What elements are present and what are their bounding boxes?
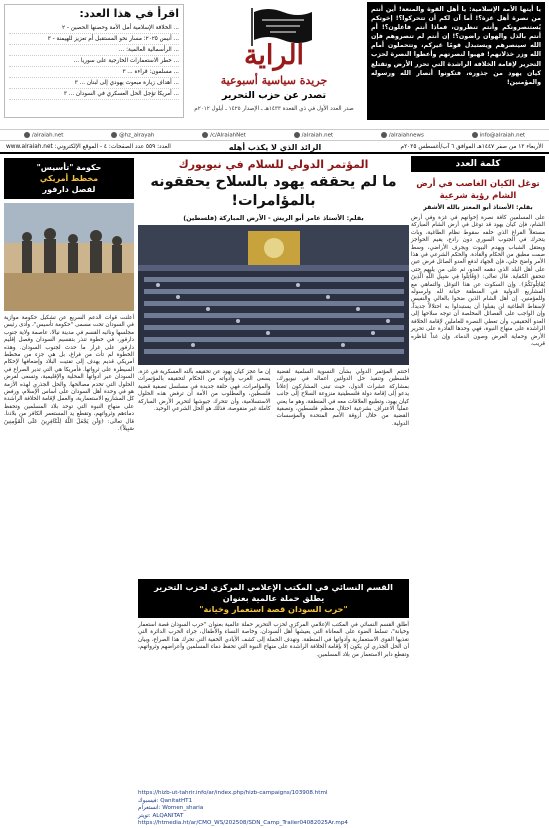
issue-item[interactable]: ... أهداف زيارة مبعوث يهودي إلى لبنان ... ٣ [9, 78, 179, 89]
sudan-title-line-2: مخطط أمريكي [39, 174, 99, 183]
newspaper-logo[interactable] [188, 2, 360, 124]
issue-date: الأربعاء ١٢ من صفر ١٤٤٧هـ الموافق ٦ آب/أغسطس ٢٠٢٥م [400, 144, 543, 150]
sudan-title-line-1: حكومة "تأسيس" [36, 163, 102, 172]
headline-box [367, 2, 545, 120]
slogan: الرائد الذي لا يكذب أهله [228, 143, 322, 152]
email-icon [472, 132, 478, 138]
main-article-title[interactable]: ما لم يحققه يهود بالسلاح يحققونه بالمؤامرات! [150, 174, 397, 209]
masthead [0, 0, 549, 128]
main-article-body-a: اختتم المؤتمر الدولي بشأن التسوية السلمية لقضية فلسطين وتنفيذ حل الدولتين أعماله في نيويورك، بمشاركة عشرات الدول، حيث تبنى المشاركون إعلاناً يدعو إلى إقامة دولة فلسطينية منزوعة السلاح إلى جانب كيان يهود، وتطبيع العلاقات معه في المنطقة، وهو ما يعني عملياً الاعتراف بشرعية احتلال معظم فلسطين، وتصفية القضية من خلال أروقة الأمم المتحدة والمؤسسات الدولية. [276, 369, 409, 427]
campaign-link[interactable]: انستغرام: Women_sharia [138, 805, 204, 812]
email-link[interactable]: info@alraiah.net [472, 132, 526, 139]
youtube-link[interactable]: /c/AlraiahNet [202, 132, 246, 139]
social-links-bar [0, 129, 549, 141]
issue-item[interactable]: ... أمريكا تؤجل الحل العسكري في السودان ... ٣ [9, 89, 179, 100]
sudan-article-body: أعلنت قوات الدعم السريع عن تشكيل حكومة موازية في السودان تحت مسمى "حكومة تأسيس"، وأدى رئيس مجلسها ونائبه القسم في مدينة نيالا، عاصمة ولاية جنوب دارفور، في خطوة تنذر بتقسيم السودان وفصل إقليم دارفور على غرار ما حدث لجنوب السودان. وهذه الخطوة لم تأت من فراغ، بل هي جزء من مخطط أمريكي قديم يهدف إلى تفتيت البلاد وإضعافها لإحكام السيطرة على ثرواتها. فأمريكا هي التي تدير الصراع في السودان عبر أدواتها المحلية والإقليمية، وتسعى لفرض الحلول التي تخدم مصالحها. والحل الجذري لهذه الأزمة هو في وحدة أهل السودان على أساس الإسلام، ورفض كل المشاريع الاستعمارية، والعمل لإقامة الخلافة الراشدة على منهاج النبوة التي توحد بلاد المسلمين وتحفظ دماءهم وثرواتهم، وتقطع يد المستعمر الكافر من بلادنا. قال تعالى: ﴿وَلَن يَجْعَلَ اللَّهُ لِلْكَافِرِينَ عَلَى الْمُؤْمِنِينَ سَبِيلاً﴾. [4, 315, 134, 433]
campaign-links [138, 790, 409, 828]
un-assembly-photo [138, 225, 409, 365]
sudan-article-column [4, 156, 134, 790]
main-article-column [138, 156, 409, 827]
campaign-link[interactable]: https://htmedia.ht/ar/CMO_WS/202508/SDN_Camp_Trailer04082025Ar.mp4 [138, 820, 348, 827]
logo-title: الراية [243, 40, 305, 71]
facebook-link[interactable]: /alraiah.net [24, 132, 64, 139]
youtube-icon [202, 132, 208, 138]
issue-item[interactable]: ... أنيس ٢٠٢٥: مسار نحو المستقبل أم تعزيز للهيمنة - ٣ [9, 34, 179, 45]
logo-subtitle: جريدة سياسية أسبوعية [220, 74, 328, 87]
campaign-band-title[interactable]: القسم النسائي في المكتب الإعلامي المركزي لحزب التحرير يطلق حملة عالمية بعنوان [154, 582, 393, 603]
twitter-icon [111, 132, 117, 138]
editorial-band: كلمة العدد [411, 156, 545, 172]
main-article-author: بقلم: الأستاذ عامر أبو الريش - الأرض المباركة (فلسطين) [183, 214, 364, 222]
issue-item[interactable]: ... مسلمون: قراءة ... ٣ [9, 67, 179, 78]
main-article-kicker: المؤتمر الدولي للسلام في نيويورك [178, 158, 369, 171]
editorial-title[interactable]: توغل الكيان الغاصب في أرض الشام رؤية شرعية [416, 179, 540, 201]
sudan-article-band[interactable] [4, 158, 134, 199]
issue-item[interactable]: ... الرأسمالية العالمية: ... [9, 45, 179, 56]
twitter-link[interactable]: @hz_alrayah [111, 132, 154, 139]
editorial-author: بقلم: الأستاذ أبو المعتز بالله الأشقر [423, 204, 533, 211]
issue-item[interactable]: ... الخلافة الإسلامية أمل الأمة وحصنها الحصين - ٢ [9, 23, 179, 34]
campaign-band [138, 579, 409, 618]
campaign-link[interactable]: https://hizb-ut-tahrir.info/ar/index.php/hizb-campaigns/103908.html [138, 790, 328, 796]
issue-item[interactable]: ... خطر الاستعمارات الخارجية على سوريا ... [9, 56, 179, 67]
publisher-line: تصدر عن حزب التحرير [221, 90, 327, 101]
telegram-icon [381, 132, 387, 138]
campaign-link[interactable]: تويتر: ALQANITAT [138, 812, 184, 819]
campaign-link[interactable]: فيسبوك: QanitatHT1 [138, 797, 193, 804]
main-article-body-b: إن ما عجز كيان يهود عن تحقيقه بآلته العسكرية في غزة، يسعى الغرب وأدواته من الحكام لتحقيقه بالمؤتمرات والمؤامرات، فهي حلقة جديدة في مسلسل تصفية قضية فلسطين، والمطلوب من الأمة أن ترفض هذه الحلول الاستسلامية، وأن تتحرك جيوشها لتحرير الأرض المباركة كاملة غير منقوصة، فذلك هو الحل الشرعي الوحيد. [138, 369, 271, 413]
issue-number: العدد: ٥٥٩ عدد الصفحات: ٤ - الموقع الإلكتروني: www.alraiah.net [6, 144, 171, 150]
facebook-icon [24, 132, 30, 138]
telegram-link[interactable]: /alraiahnews [381, 132, 424, 139]
sudan-photo [4, 203, 134, 311]
instagram-link[interactable]: /alraiah.net [294, 132, 334, 139]
issue-meta: صدر العدد الأول في ذي القعدة ١٤٣٣هـ ـ الإصدار ١٤٢٥ ـ أيلول ٢٠١٢م [194, 106, 354, 112]
sudan-title-line-3: لفصل دارفور [42, 185, 96, 194]
in-this-issue-heading: اقرأ في هذا العدد: [79, 7, 179, 20]
instagram-icon [294, 132, 300, 138]
campaign-body: أطلق القسم النسائي في المكتب الإعلامي المركزي لحزب التحرير حملة عالمية بعنوان "حرب السودان قصة استعمار وخيانة"، تسلط الضوء على المعاناة التي يعيشها أهل السودان، وخاصة النساء والأطفال، جراء الحرب الدائرة التي تغذيها القوى الاستعمارية وأدواتها في المنطقة. وتهدف الحملة إلى كشف الأيادي الخفية التي تحرك هذا الصراع، وبيان أن الحل الجذري لن يكون إلا بإقامة الخلافة الراشدة على منهاج النبوة التي تحفظ دماء المسلمين وأعراضهم وثرواتهم، وتقطع دابر الاستعمار من بلاد المسلمين. [138, 622, 409, 658]
in-this-issue-box [4, 4, 184, 118]
headline-text: يا أيتها الأمة الإسلامية: يا أهل القوة والمنعة! أين أنتم من نصرة أهل غزة؟! أما آن لكم أن تتحركوا؟! إخوتكم يُستنصرونكم وأنتم تنظرون، فماذا أنتم فاعلون؟! أم أنتم بالذل والهوان راضون؟! إن أنتم لم تنصروهم فإن الله سينصرهم ويستبدل قومًا غيركم، وتتحملون أمام الله وزر خذلانهم! فهبوا لنصرتهم وأعطوا النصرة لحزب التحرير لإقامة الخلافة الراشدة التي تحرر الأرض وتقتلع كيان يهود من جذوره، فتكونوا أنصار الله ورسوله والمؤمنين! [371, 6, 541, 86]
info-bar [0, 142, 549, 154]
editorial-body: على المسلمين كافة نصرة إخوانهم في غزة وفي أرض الشام، فإن كيان يهود قد توغل في أرض الشام المباركة مستغلاً الفراغ الذي خلفه سقوط نظام الطاغية، وبات يتحرك في الجنوب السوري دون رادع، يقيم الحواجز ويعتقل الشباب ويهدم البيوت ويجرف الأراضي، وسط صمت مطبق من الحكام والقادة. والحكم الشرعي في هذا الأمر واضح جلي، فإن الجهاد لدفع العدو الصائل فرض عين على أهل البلد الذي دهمه العدو، ثم على من يليهم حتى تتحقق الكفاية. قال تعالى: ﴿وَقَاتِلُوا فِي سَبِيلِ اللَّهِ الَّذِينَ يُقَاتِلُونَكُمْ﴾. وإن السكوت عن هذا التوغل والتماهي مع المشاريع الدولية في المنطقة خيانة لله ولرسوله وللمؤمنين. إن أهل الشام الذين ضحوا بالغالي والنفيس لإسقاط الطاغية لن يقبلوا أن يستبدلوا به احتلالاً جديداً، وإن الواجب على الفصائل المخلصة أن توجه سلاحها إلى العدو الحقيقي، وأن تعطي النصرة للعاملين لإقامة الخلافة الراشدة على منهاج النبوة، فهي وحدها القادرة على تحرير الأرض وحماية العرض وصون الدماء، وإن غداً لناظره قريب. [411, 215, 545, 347]
editorial-column [411, 156, 545, 790]
campaign-band-subtitle: "حرب السودان قصة استعمار وخيانة" [199, 604, 348, 614]
